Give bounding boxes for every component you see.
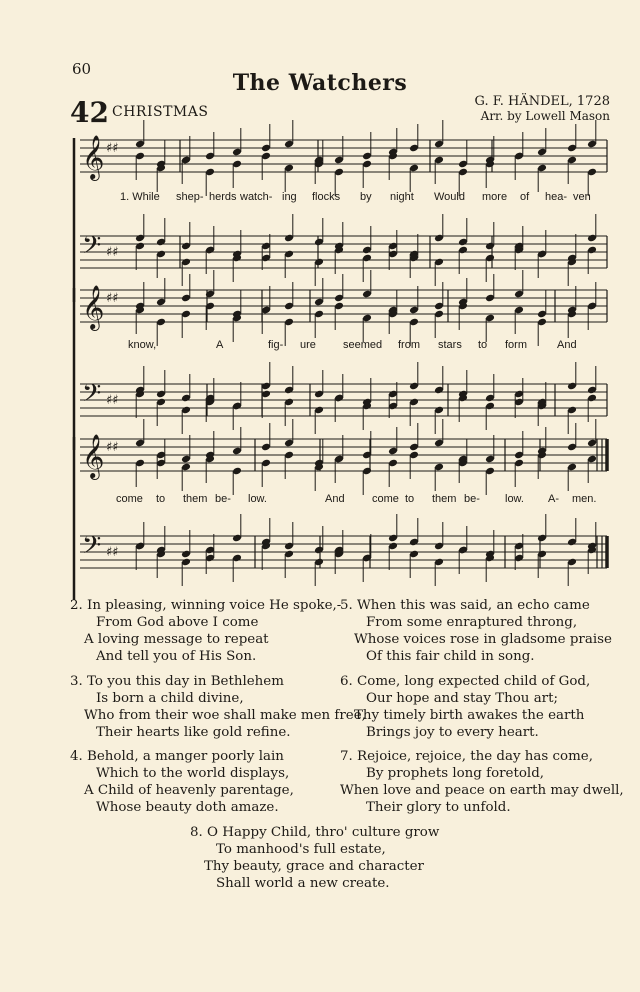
verse-2: [70, 597, 341, 665]
verse-line: 2. In pleasing, winning voice He spoke,-: [70, 598, 342, 613]
verse-line: Shall world a new create.: [216, 876, 390, 891]
verse-5: [340, 597, 612, 665]
verse-line: And tell you of His Son.: [96, 649, 257, 664]
verse-line: Their hearts like gold refine.: [96, 725, 291, 740]
lyric-syllable: low.: [248, 493, 267, 505]
sharp-key-signature-icon: ♯♯: [106, 291, 119, 306]
lyric-syllable: herds: [209, 191, 237, 203]
lyric-syllable: know,: [128, 339, 157, 351]
lyric-syllable: form: [505, 339, 527, 351]
verse-line: 6. Come, long expected child of God,: [340, 674, 591, 689]
verse-line: From some enraptured throng,: [366, 615, 578, 630]
verse-line: 5. When this was said, an echo came: [340, 598, 590, 613]
lyric-syllable: come: [116, 493, 143, 505]
verse-line: Our hope and stay Thou art;: [366, 691, 558, 706]
verse-line: Is born a child divine,: [96, 691, 244, 706]
lyric-syllable: ven: [573, 191, 591, 203]
lyric-syllable: them: [183, 493, 208, 505]
lyric-syllable: from: [398, 339, 420, 351]
lyric-syllable: ure: [300, 339, 316, 351]
verse-line: 7. Rejoice, rejoice, the day has come,: [340, 749, 593, 764]
lyric-syllable: to: [405, 493, 415, 505]
verse-line: A loving message to repeat: [84, 632, 269, 647]
lyric-syllable: Would: [434, 191, 465, 203]
hymn-title: The Watchers: [232, 70, 408, 96]
lyric-syllable: to: [156, 493, 166, 505]
hymn-number: 42: [70, 96, 109, 129]
sharp-key-signature-icon: ♯♯: [106, 141, 119, 156]
lyric-syllable: seemed: [343, 339, 383, 351]
lyric-syllable: flocks: [312, 191, 341, 203]
verse-line: Whose voices rose in gladsome praise: [354, 632, 612, 647]
verse-line: Thy timely birth awakes the earth: [354, 708, 585, 723]
lyric-syllable: low.: [505, 493, 524, 505]
treble-clef-icon: 𝄞: [82, 434, 105, 478]
lyric-syllable: by: [360, 191, 372, 203]
verse-line: Thy beauty, grace and character: [204, 859, 424, 874]
lyric-syllable: A: [216, 339, 224, 351]
verse-line: Which to the world displays,: [96, 766, 290, 781]
verse-8: [190, 824, 439, 892]
verse-line: To manhood's full estate,: [216, 842, 386, 857]
lyric-syllable: And: [557, 339, 577, 351]
bass-clef-icon: 𝄢: [82, 531, 102, 566]
verse-line: Brings joy to every heart.: [366, 725, 539, 740]
verse-7: [340, 748, 624, 816]
lyric-syllable: be-: [464, 493, 480, 505]
lyric-syllable: come: [372, 493, 399, 505]
lyric-syllable: stars: [438, 339, 462, 351]
verse-3: [70, 673, 366, 741]
verse-line: Whose beauty doth amaze.: [96, 800, 279, 815]
lyric-syllable: watch-: [240, 191, 273, 203]
arranger-credit: Arr. by Lowell Mason: [480, 109, 610, 123]
verse-line: When love and peace on earth may dwell,: [340, 783, 624, 798]
sharp-key-signature-icon: ♯♯: [106, 245, 119, 260]
lyric-syllable: of: [520, 191, 530, 203]
lyric-syllable: night: [390, 191, 414, 203]
lyric-syllable: more: [482, 191, 508, 203]
lyric-syllable: shep-: [176, 191, 204, 203]
verse-line: Of this fair child in song.: [366, 649, 535, 664]
lyric-syllable: hea-: [545, 191, 568, 203]
bass-clef-icon: 𝄢: [82, 231, 102, 266]
verse-line: A Child of heavenly parentage,: [84, 783, 294, 798]
lyric-syllable: A-: [548, 493, 559, 505]
tune-name: CHRISTMAS: [112, 104, 209, 120]
page-number: 60: [72, 60, 92, 78]
verse-4: [70, 748, 294, 816]
sharp-key-signature-icon: ♯♯: [106, 440, 119, 455]
bass-clef-icon: 𝄢: [82, 379, 102, 414]
lyric-syllable: be-: [215, 493, 231, 505]
lyric-syllable: 1. While: [120, 191, 160, 203]
verse-6: [340, 673, 590, 741]
verse-line: By prophets long foretold,: [366, 766, 545, 781]
verse-line: Their glory to unfold.: [366, 800, 511, 815]
lyric-syllable: to: [478, 339, 488, 351]
treble-clef-icon: 𝄞: [82, 135, 105, 179]
sharp-key-signature-icon: ♯♯: [106, 545, 119, 560]
composer-credit: G. F. HÄNDEL, 1728: [474, 94, 610, 109]
verse-line: 8. O Happy Child, thro' culture grow: [190, 825, 440, 840]
treble-clef-icon: 𝄞: [82, 285, 105, 329]
sharp-key-signature-icon: ♯♯: [106, 393, 119, 408]
lyric-syllable: men.: [572, 493, 597, 505]
verse-line: Who from their woe shall make men free,: [84, 708, 366, 723]
lyric-syllable: And: [325, 493, 345, 505]
lyric-syllable: ing: [282, 191, 297, 203]
verse-line: 3. To you this day in Bethlehem: [70, 674, 284, 689]
lyric-syllable: them: [432, 493, 457, 505]
lyric-syllable: fig-: [268, 339, 284, 351]
verse-line: 4. Behold, a manger poorly lain: [70, 749, 284, 764]
verse-line: From God above I come: [96, 615, 259, 630]
